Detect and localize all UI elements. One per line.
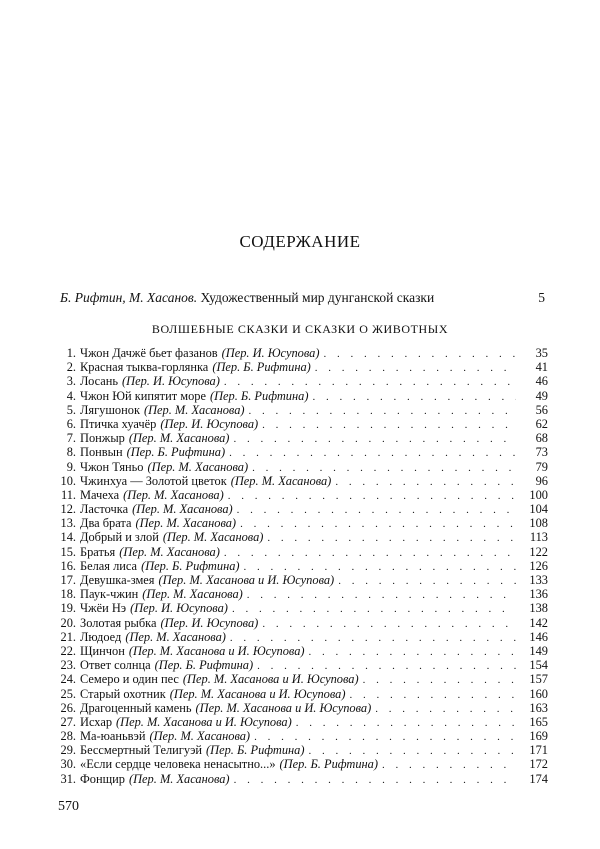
toc-entry-page: 113 [529, 530, 548, 545]
toc-entry-number: 27. [60, 714, 76, 729]
toc-entry-translator: (Пер. М. Хасанова) [162, 530, 264, 545]
toc-entry-title: Красная тыква-горлянка [80, 360, 209, 375]
toc-entry-translator: (Пер. М. Хасанова и И. Юсупова) [116, 714, 292, 729]
preface-text [60, 290, 434, 306]
toc-entry-number: 20. [60, 615, 76, 630]
toc-entry-page: 142 [529, 615, 548, 630]
toc-entry-translator: (Пер. Б. Рифтина) [212, 360, 311, 375]
dot-leader [228, 489, 516, 503]
toc-entry-title: Чжон Тяньо [80, 459, 144, 474]
toc-entry-translator: (Пер. М. Хасанова) [119, 544, 220, 559]
toc-entry-title: Чжёи Нэ [80, 601, 127, 616]
toc-entry-page: 154 [529, 658, 548, 673]
toc-entry-page: 146 [529, 629, 548, 644]
toc-entry-translator: (Пер. И. Юсупова) [221, 346, 320, 360]
toc-entry-title: Ответ солнца [80, 658, 151, 673]
toc-entry-title: Щинчон [80, 643, 125, 658]
dot-leader [296, 716, 516, 730]
toc-entry-number: 9. [66, 459, 76, 474]
preface-entry [60, 290, 545, 306]
toc-entry [58, 743, 548, 757]
toc-entry-title: Чжон Дачжё бьет фазанов [80, 346, 218, 360]
toc-entry-title: «Если сердце человека ненасытно...» [80, 757, 276, 772]
toc-entry-title: Людоед [80, 629, 122, 644]
toc-entry-page: 68 [535, 431, 548, 446]
toc-entry-translator: (Пер. М. Хасанова) [147, 459, 249, 474]
toc-entry-title: Добрый и злой [80, 530, 159, 545]
toc-entry-translator: (Пер. М. Хасанова и И. Юсупова) [195, 700, 372, 715]
dot-leader [323, 347, 516, 361]
toc-entry-translator: (Пер. М. Хасанова) [125, 629, 226, 644]
toc-list [58, 346, 548, 786]
toc-entry [58, 559, 548, 573]
toc-entry [58, 644, 548, 658]
toc-entry-page: 163 [529, 700, 548, 715]
toc-entry-page: 100 [529, 487, 548, 502]
toc-entry-number: 6. [66, 416, 76, 431]
toc-entry-page: 169 [529, 729, 548, 744]
dot-leader [335, 475, 516, 489]
toc-entry-title: Чжон Юй кипятит море [80, 388, 206, 403]
toc-entry-number: 26. [60, 700, 76, 715]
toc-entry-title: Птичка хуачёр [80, 416, 157, 431]
page-title: СОДЕРЖАНИЕ [239, 232, 361, 251]
toc-entry-number: 1. [66, 346, 76, 360]
toc-entry-number: 24. [60, 672, 76, 687]
toc-entry [58, 616, 548, 630]
toc-entry-translator: (Пер. М. Хасанова) [123, 487, 224, 502]
toc-entry [58, 757, 548, 771]
dot-leader [257, 659, 516, 673]
toc-entry-translator: (Пер. М. Хасанова) [149, 729, 251, 744]
toc-entry-page: 41 [535, 360, 548, 375]
toc-entry [58, 431, 548, 445]
toc-entry-title: Девушка-змея [80, 573, 155, 587]
toc-entry-number: 7. [66, 431, 76, 446]
dot-leader [363, 673, 516, 687]
toc-entry-number: 29. [60, 743, 76, 758]
toc-entry-translator: (Пер. Б. Рифтина) [126, 445, 226, 460]
toc-entry [58, 687, 548, 701]
toc-entry-title: Два брата [80, 516, 132, 531]
dot-leader [224, 546, 516, 560]
toc-entry [58, 346, 548, 360]
dot-leader [233, 432, 516, 446]
toc-entry-page: 104 [529, 502, 548, 517]
toc-entry-title: Бессмертный Телигуэй [80, 743, 203, 758]
toc-entry-title: Золотая рыбка [80, 615, 157, 630]
toc-entry-translator: (Пер. М. Хасанова) [142, 587, 243, 602]
toc-entry [58, 701, 548, 715]
dot-leader [382, 758, 516, 772]
toc-entry-title: Белая лиса [80, 558, 138, 573]
toc-entry [58, 658, 548, 672]
toc-entry-page: 79 [535, 459, 548, 474]
dot-leader [249, 404, 516, 418]
toc-entry-translator: (Пер. М. Хасанова и И. Юсупова) [158, 573, 335, 587]
toc-entry [58, 403, 548, 417]
preface-authors: Б. Рифтин, М. Хасанов. [60, 290, 198, 305]
toc-entry [58, 587, 548, 601]
dot-leader [229, 446, 516, 460]
toc-entry [58, 545, 548, 559]
toc-entry-number: 28. [60, 729, 76, 744]
toc-entry [58, 360, 548, 374]
toc-entry-title: Лосань [80, 374, 119, 389]
toc-entry-title: Чжинхуа — Золотой цветок [80, 473, 227, 488]
toc-entry-page: 172 [529, 757, 548, 772]
toc-entry-number: 15. [60, 544, 76, 559]
toc-entry-page: 49 [535, 388, 548, 403]
toc-entry [58, 715, 548, 729]
toc-entry-number: 22. [60, 643, 76, 658]
toc-entry-number: 12. [60, 502, 76, 517]
toc-entry-translator: (Пер. И. Юсупова) [160, 416, 259, 431]
toc-entry-translator: (Пер. М. Хасанова и И. Юсупова) [182, 672, 359, 687]
dot-leader [309, 744, 516, 758]
dot-leader [375, 702, 516, 716]
dot-leader [262, 617, 516, 631]
toc-entry-translator: (Пер. И. Юсупова) [160, 615, 259, 630]
toc-entry [58, 772, 548, 786]
dot-leader [244, 560, 516, 574]
toc-entry [58, 389, 548, 403]
toc-entry-number: 8. [66, 445, 76, 460]
toc-entry [58, 488, 548, 502]
dot-leader [224, 375, 516, 389]
dot-leader [240, 517, 516, 531]
toc-entry [58, 729, 548, 743]
toc-entry-number: 19. [60, 601, 76, 616]
toc-entry-number: 17. [60, 573, 76, 587]
section-heading: ВОЛШЕБНЫЕ СКАЗКИ И СКАЗКИ О ЖИВОТНЫХ [151, 322, 449, 336]
toc-entry [58, 672, 548, 686]
toc-entry-page: 96 [535, 473, 548, 488]
toc-entry-title: Фонщир [80, 771, 125, 786]
toc-entry-number: 23. [60, 658, 76, 673]
dot-leader [247, 588, 516, 602]
page-number: 570 [58, 799, 79, 814]
dot-leader [315, 361, 516, 375]
toc-entry-page: 165 [529, 714, 548, 729]
dot-leader [267, 531, 516, 545]
toc-entry-number: 25. [60, 686, 76, 701]
toc-entry-number: 13. [60, 516, 76, 531]
toc-entry [58, 630, 548, 644]
toc-entry-page: 136 [529, 587, 548, 602]
preface-page: 5 [538, 290, 545, 305]
dot-leader [312, 390, 516, 404]
toc-entry-title: Драгоценный камень [80, 700, 192, 715]
toc-entry [58, 601, 548, 615]
toc-entry [58, 502, 548, 516]
dot-leader [232, 602, 516, 616]
toc-entry-number: 4. [66, 388, 76, 403]
dot-leader [338, 574, 516, 588]
toc-entry-translator: (Пер. М. Хасанова) [230, 473, 332, 488]
toc-entry-number: 30. [60, 757, 76, 772]
toc-entry-title: Старый охотник [80, 686, 166, 701]
toc-entry-translator: (Пер. Б. Рифтина) [209, 388, 309, 403]
toc-entry-title: Ласточка [80, 502, 129, 517]
toc-entry-translator: (Пер. И. Юсупова) [122, 374, 220, 389]
toc-entry-page: 157 [529, 672, 548, 687]
toc-entry [58, 530, 548, 544]
dot-leader [309, 645, 516, 659]
dot-leader [234, 773, 516, 787]
toc-entry-number: 16. [60, 558, 76, 573]
toc-entry-number: 21. [60, 629, 76, 644]
toc-entry-title: Лягушонок [80, 402, 140, 417]
toc-entry [58, 516, 548, 530]
toc-entry-page: 138 [529, 601, 548, 616]
toc-entry-translator: (Пер. М. Хасанова) [128, 431, 230, 446]
toc-entry-translator: (Пер. М. Хасанова) [135, 516, 237, 531]
toc-entry-page: 122 [529, 544, 548, 559]
toc-entry-title: Понвын [80, 445, 123, 460]
toc-entry-number: 2. [66, 360, 76, 375]
toc-entry-translator: (Пер. И. Юсупова) [130, 601, 228, 616]
toc-entry-title: Исхар [80, 714, 113, 729]
toc-entry-page: 171 [529, 743, 548, 758]
toc-entry-translator: (Пер. М. Хасанова) [143, 402, 245, 417]
toc-entry [58, 417, 548, 431]
toc-entry-number: 18. [60, 587, 76, 602]
toc-entry-translator: (Пер. Б. Рифтина) [279, 757, 379, 772]
toc-entry-page: 108 [529, 516, 548, 531]
toc-entry-number: 11. [60, 487, 76, 502]
toc-entry-page: 46 [535, 374, 548, 389]
dot-leader [252, 461, 516, 475]
toc-entry-number: 5. [66, 402, 76, 417]
toc-entry-page: 174 [529, 771, 548, 786]
preface-title: Художественный мир дунганской сказки [200, 290, 435, 305]
toc-entry-page: 35 [535, 346, 548, 360]
dot-leader [254, 730, 516, 744]
toc-entry-translator: (Пер. Б. Рифтина) [154, 658, 254, 673]
toc-entry-title: Паук-чжин [80, 587, 139, 602]
toc-entry-page: 73 [535, 445, 548, 460]
toc-entry-number: 10. [60, 473, 76, 488]
toc-entry-page: 160 [529, 686, 548, 701]
toc-entry-number: 3. [66, 374, 76, 389]
toc-entry-translator: (Пер. Б. Рифтина) [206, 743, 305, 758]
toc-entry [58, 445, 548, 459]
toc-entry-title: Семеро и один пес [80, 672, 179, 687]
toc-entry-number: 31. [60, 771, 76, 786]
toc-entry [58, 374, 548, 388]
toc-entry-page: 62 [535, 416, 548, 431]
dot-leader [230, 631, 516, 645]
toc-entry [58, 474, 548, 488]
toc-entry-title: Понжыр [80, 431, 125, 446]
toc-entry-page: 133 [529, 573, 548, 587]
toc-entry-translator: (Пер. М. Хасанова) [128, 771, 230, 786]
toc-entry-page: 149 [529, 643, 548, 658]
toc-entry-title: Мачеха [80, 487, 120, 502]
dot-leader [349, 688, 516, 702]
toc-entry-title: Ма-юаньвэй [80, 729, 146, 744]
dot-leader [262, 418, 516, 432]
toc-entry-page: 126 [529, 558, 548, 573]
toc-entry [58, 460, 548, 474]
toc-entry-translator: (Пер. М. Хасанова) [132, 502, 233, 517]
toc-entry-title: Братья [80, 544, 116, 559]
toc-entry-page: 56 [535, 402, 548, 417]
toc-entry [58, 573, 548, 587]
toc-entry-translator: (Пер. Б. Рифтина) [141, 558, 240, 573]
toc-entry-translator: (Пер. М. Хасанова и И. Юсупова) [169, 686, 346, 701]
toc-entry-number: 14. [60, 530, 76, 545]
dot-leader [237, 503, 516, 517]
toc-entry-translator: (Пер. М. Хасанова и И. Юсупова) [128, 643, 305, 658]
